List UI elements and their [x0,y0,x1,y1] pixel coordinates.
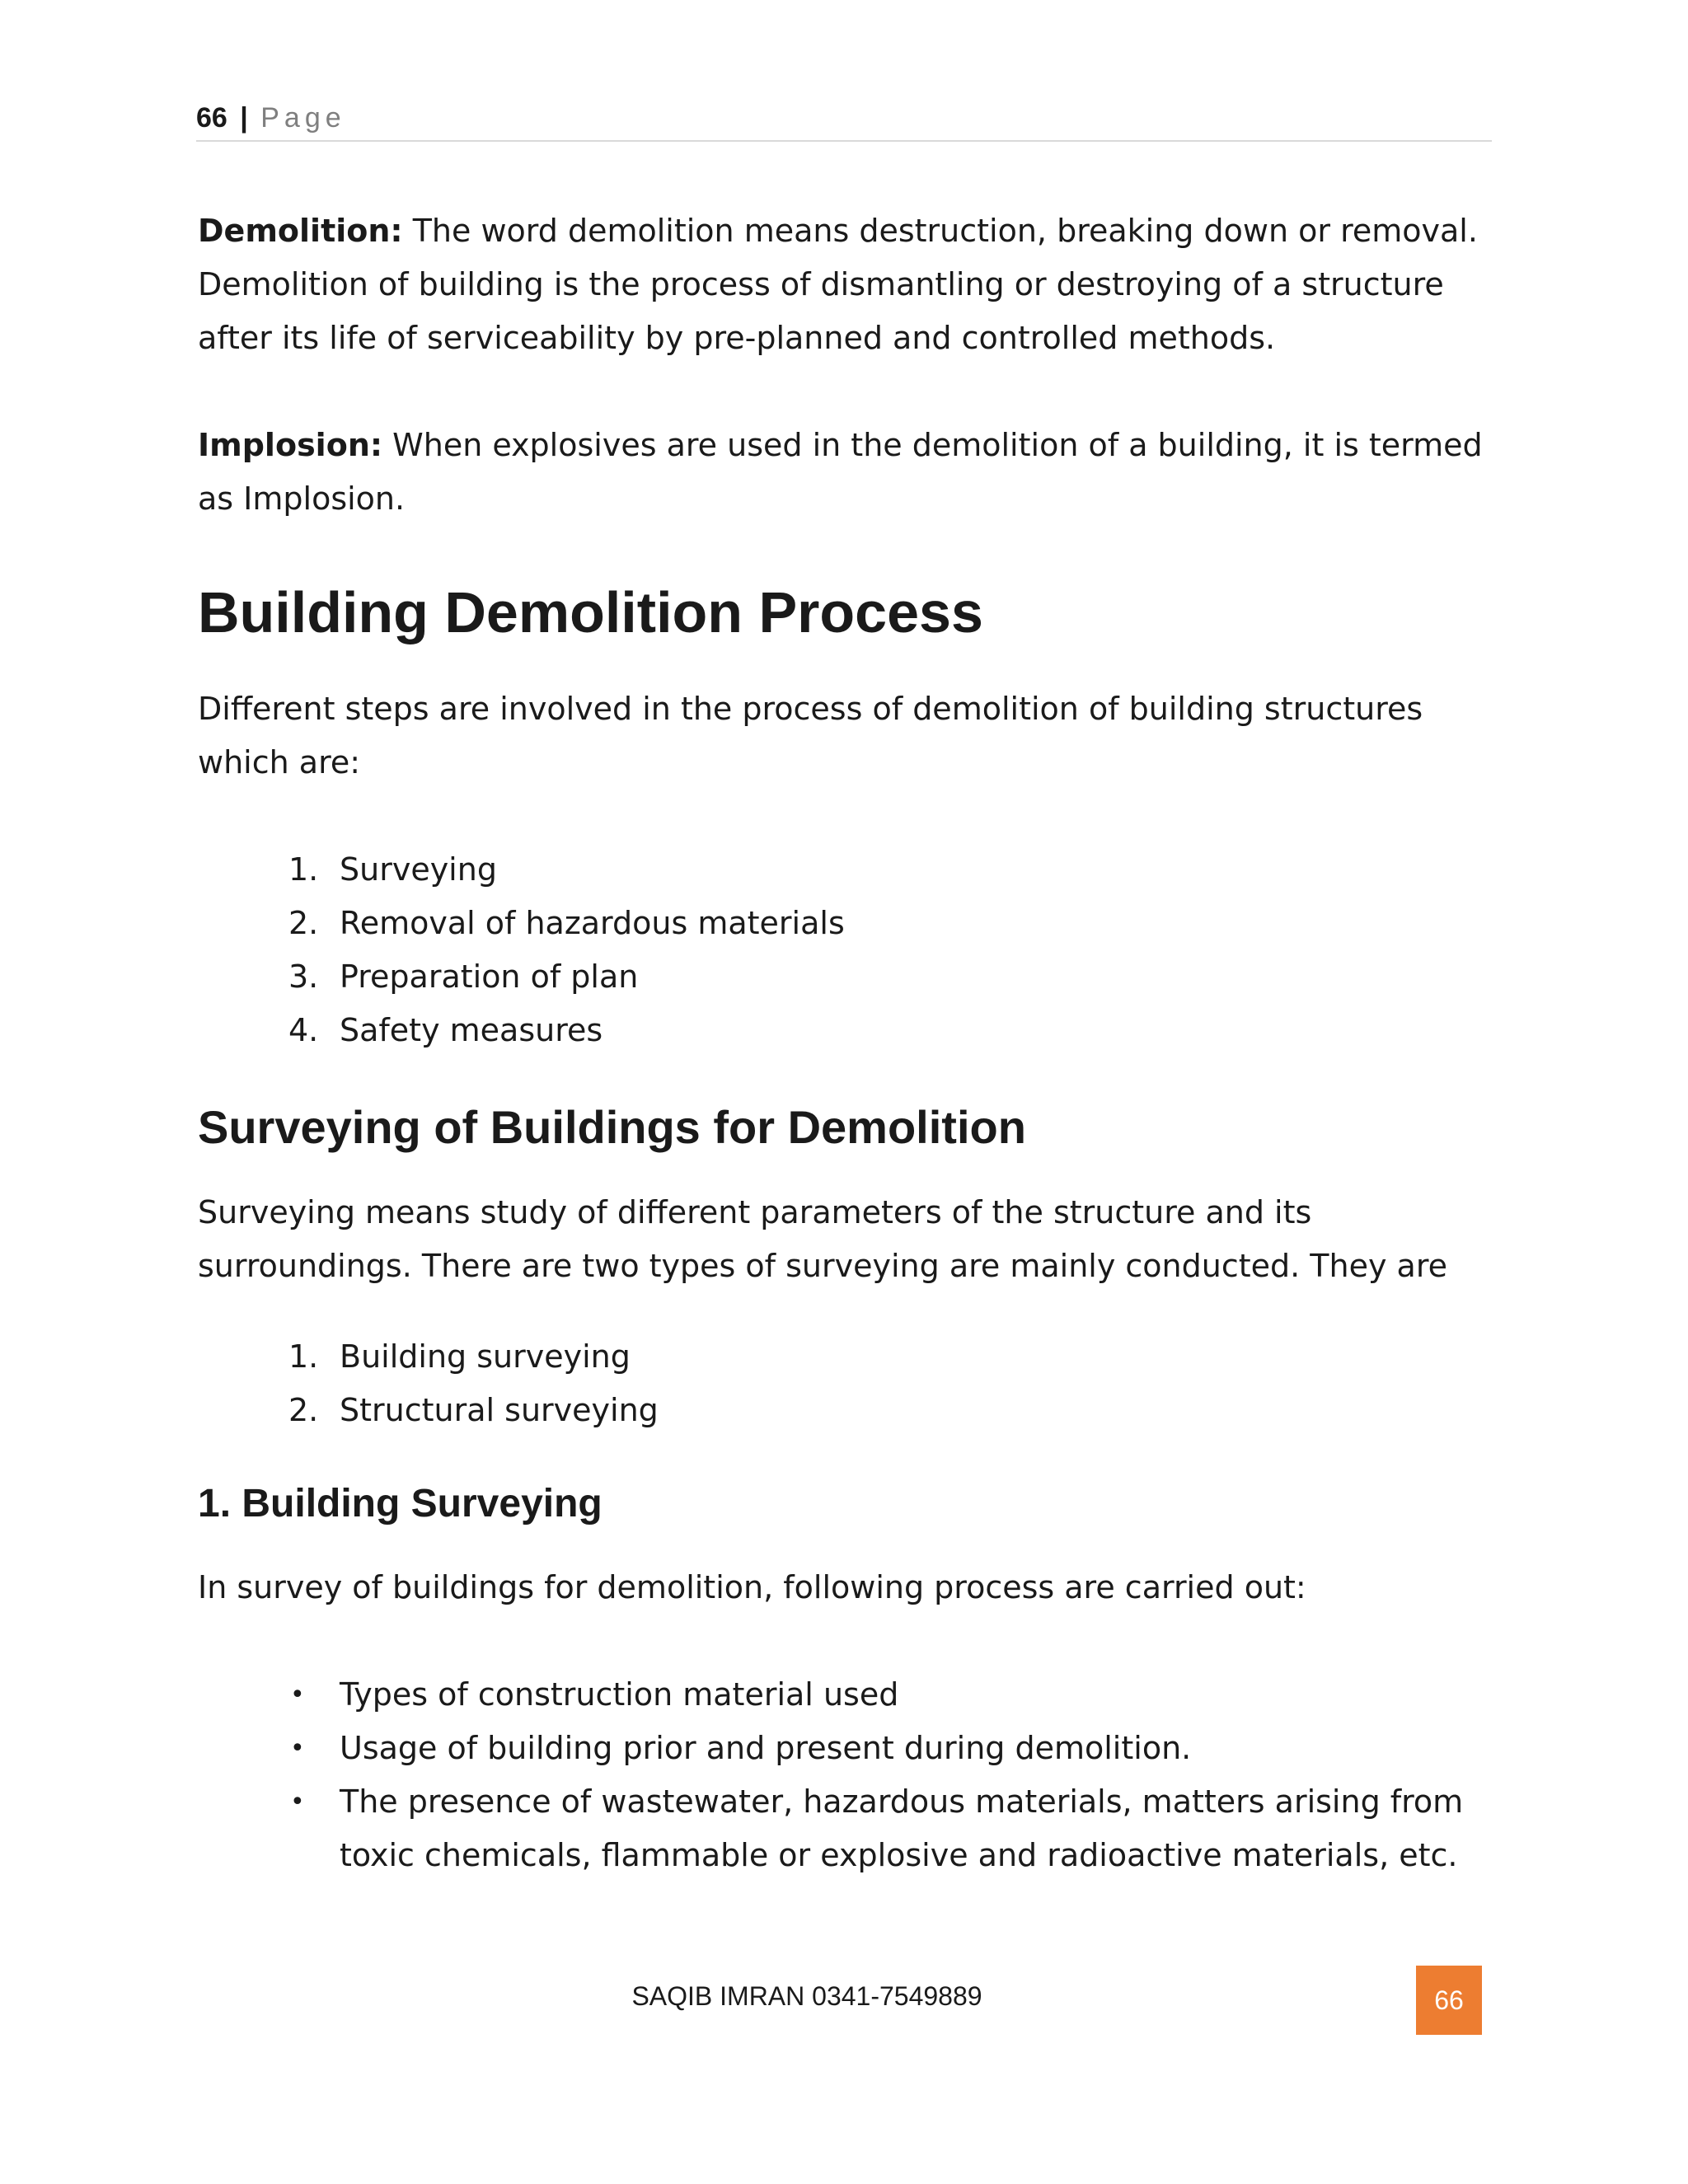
header-page-number: 66 [196,102,227,134]
header-separator: | [240,102,248,134]
building-surveying-heading: 1. Building Surveying [198,1482,603,1526]
header-page-word: Page [260,102,346,134]
building-surveying-list [198,1668,1500,1882]
bullet-icon: • [290,1788,305,1816]
demolition-term: Demolition: [198,213,403,249]
demolition-definition [198,204,1500,365]
surveying-types-list [198,1330,1500,1437]
list-item [198,1668,1500,1722]
process-steps-list [198,843,1500,1057]
list-item-label: Safety measures [340,1012,603,1048]
bullet-icon: • [290,1734,305,1763]
list-number: 2. [288,1392,319,1428]
list-item [198,1004,1500,1057]
list-item-label: Usage of building prior and present during demolition. [340,1730,1192,1766]
bullet-icon: • [290,1680,305,1709]
surveying-intro: Surveying means study of different parameters of the structure and its surroundings. There are two types of surveying are mainly conducted. They are [198,1194,1447,1284]
process-heading: Building Demolition Process [198,580,983,644]
building-surveying-intro: In survey of buildings for demolition, following process are carried out: [198,1569,1306,1605]
surveying-heading: Surveying of Buildings for Demolition [198,1101,1026,1153]
page-content [198,204,1500,1882]
list-item-label: Building surveying [340,1338,631,1375]
list-item-label: Surveying [340,851,497,888]
implosion-text: When explosives are used in the demolition of a building, it is termed as Implosion. [198,427,1483,517]
list-item-label: The presence of wastewater, hazardous materials, matters arising from toxic chemicals, flammable or explosive and radioactive materials, etc. [340,1783,1464,1873]
list-item-label: Structural surveying [340,1392,659,1428]
list-item-label: Removal of hazardous materials [340,905,845,941]
list-item [198,1330,1500,1384]
list-item [198,843,1500,897]
list-number: 3. [288,958,319,995]
list-item [198,1775,1500,1882]
list-item-label: Types of construction material used [340,1676,899,1713]
list-item [198,1384,1500,1437]
process-intro: Different steps are involved in the process of demolition of building structures which are: [198,691,1423,780]
page-header [196,97,1492,142]
list-item-label: Preparation of plan [340,958,639,995]
implosion-definition [198,419,1500,526]
footer-author: SAQIB IMRAN 0341-7549889 [631,1981,982,2011]
list-number: 4. [288,1012,319,1048]
list-item [198,950,1500,1004]
list-number: 2. [288,905,319,941]
list-item [198,1722,1500,1775]
list-number: 1. [288,851,319,888]
implosion-term: Implosion: [198,427,383,463]
list-item [198,897,1500,950]
demolition-text: The word demolition means destruction, breaking down or removal. Demolition of building is the process of dismantling or destroying of a structure after its life of serviceability by pre-planned and controlled methods. [198,213,1478,356]
footer-page-number: 66 [1416,1966,1482,2035]
list-number: 1. [288,1338,319,1375]
